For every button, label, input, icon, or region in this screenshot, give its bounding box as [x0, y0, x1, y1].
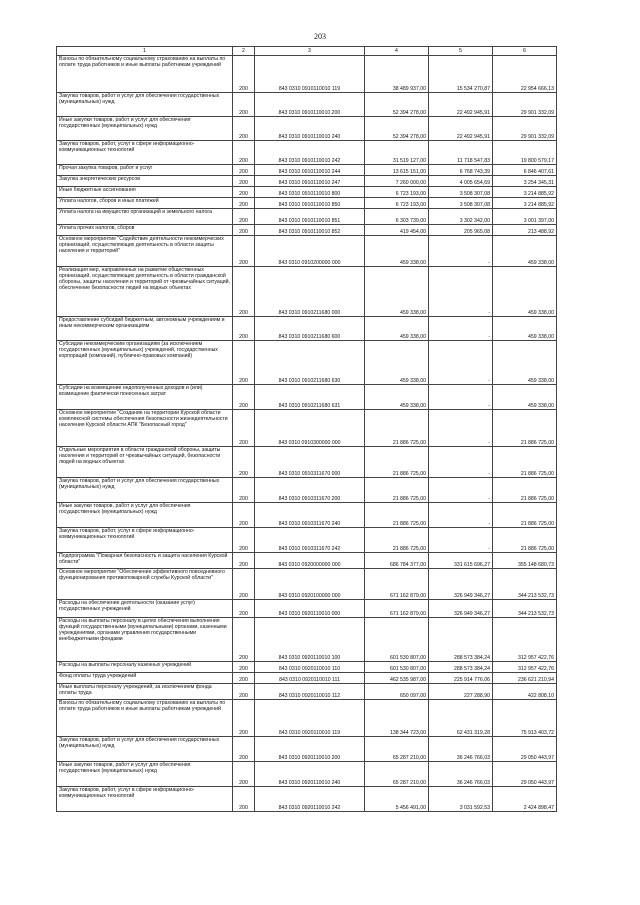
row-name: Уплата налогов, сборов и иных платежей	[57, 198, 233, 209]
row-executed-amount: 205 965,08	[429, 225, 493, 236]
row-code: 200	[233, 673, 255, 684]
row-executed-amount: 326 949 346,27	[429, 569, 493, 600]
row-remaining-amount: 459 338,00	[493, 236, 557, 267]
row-remaining-amount: 29 901 332,09	[493, 93, 557, 117]
row-executed-amount: 288 573 384,24	[429, 618, 493, 662]
row-approved-amount: 686 784 377,00	[365, 553, 429, 569]
row-name: Расходы на выплаты персоналу в целях обеспечения выполнения функций государственными (муниципальными) органами, казенными учреждениями, органами управления государственными внебюджетными фондами	[57, 618, 233, 662]
row-classification-code: 843 0310 0910110010 119	[255, 56, 365, 93]
row-code: 200	[233, 117, 255, 141]
table-row	[57, 662, 557, 673]
row-remaining-amount: 29 901 332,09	[493, 117, 557, 141]
table-row	[57, 187, 557, 198]
row-approved-amount: 601 530 807,00	[365, 618, 429, 662]
row-remaining-amount: 3 254 345,31	[493, 176, 557, 187]
row-code: 200	[233, 662, 255, 673]
table-row	[57, 341, 557, 385]
row-classification-code: 843 0310 0920110010 200	[255, 737, 365, 762]
row-code: 200	[233, 478, 255, 503]
row-code: 200	[233, 187, 255, 198]
table-row	[57, 737, 557, 762]
row-approved-amount: 6 723 193,00	[365, 198, 429, 209]
row-classification-code: 843 0310 0910311670 000	[255, 447, 365, 478]
row-classification-code: 843 0310 0910110010 240	[255, 117, 365, 141]
row-remaining-amount: 312 957 422,76	[493, 618, 557, 662]
row-remaining-amount: 312 957 422,76	[493, 662, 557, 673]
row-name: Субсидии некоммерческим организациям (за исключением государственных (муниципальных) учреждений, государственных корпораций (компаний), публично-правовых компаний)	[57, 341, 233, 385]
table-row	[57, 700, 557, 737]
row-executed-amount: 22 492 945,91	[429, 117, 493, 141]
row-executed-amount: -	[429, 410, 493, 447]
table-row	[57, 787, 557, 812]
table-row	[57, 385, 557, 410]
row-remaining-amount: 355 148 680,73	[493, 553, 557, 569]
row-executed-amount: 288 573 384,24	[429, 662, 493, 673]
table-row	[57, 410, 557, 447]
row-name: Взносы по обязательному социальному страхованию на выплаты по оплате труда работников и иные выплаты работникам учреждений	[57, 56, 233, 93]
row-approved-amount: 138 344 723,00	[365, 700, 429, 737]
row-approved-amount: 650 097,00	[365, 684, 429, 700]
row-remaining-amount: 29 050 443,97	[493, 737, 557, 762]
table-row	[57, 225, 557, 236]
row-remaining-amount: 22 954 666,13	[493, 56, 557, 93]
row-code: 200	[233, 410, 255, 447]
row-classification-code: 843 0310 0910110010 244	[255, 165, 365, 176]
table-row	[57, 503, 557, 528]
row-name: Предоставление субсидий бюджетным, автономным учреждениям и иным некоммерческим организациям	[57, 317, 233, 341]
row-code: 200	[233, 618, 255, 662]
row-remaining-amount: 213 488,92	[493, 225, 557, 236]
row-approved-amount: 6 303 739,00	[365, 209, 429, 225]
row-approved-amount: 21 886 725,00	[365, 503, 429, 528]
row-approved-amount: 21 886 725,00	[365, 447, 429, 478]
row-name: Уплата прочих налогов, сборов	[57, 225, 233, 236]
table-body	[57, 56, 557, 812]
row-code: 200	[233, 317, 255, 341]
table-row	[57, 141, 557, 165]
row-code: 200	[233, 569, 255, 600]
row-executed-amount: -	[429, 478, 493, 503]
row-executed-amount: -	[429, 528, 493, 553]
row-code: 200	[233, 341, 255, 385]
col-header-6: 6	[493, 47, 557, 56]
row-executed-amount: 331 615 696,27	[429, 553, 493, 569]
row-classification-code: 843 0310 0910110010 200	[255, 93, 365, 117]
row-classification-code: 843 0310 0910211680 600	[255, 317, 365, 341]
row-remaining-amount: 21 886 725,00	[493, 447, 557, 478]
row-remaining-amount: 459 338,00	[493, 317, 557, 341]
row-executed-amount: 6 768 743,39	[429, 165, 493, 176]
table-row	[57, 176, 557, 187]
row-remaining-amount: 344 213 532,73	[493, 569, 557, 600]
row-name: Иные закупки товаров, работ и услуг для обеспечения государственных (муниципальных) нужд	[57, 762, 233, 787]
table-row	[57, 267, 557, 317]
table-row	[57, 317, 557, 341]
col-header-2: 2	[233, 47, 255, 56]
row-code: 200	[233, 225, 255, 236]
row-approved-amount: 52 394 278,00	[365, 93, 429, 117]
row-remaining-amount: 422 808,10	[493, 684, 557, 700]
row-code: 200	[233, 141, 255, 165]
row-executed-amount: 11 718 547,83	[429, 141, 493, 165]
row-executed-amount: 36 246 766,03	[429, 737, 493, 762]
table-row	[57, 684, 557, 700]
row-approved-amount: 21 886 725,00	[365, 478, 429, 503]
row-code: 200	[233, 787, 255, 812]
row-code: 200	[233, 447, 255, 478]
row-name: Иные закупки товаров, работ и услуг для обеспечения государственных (муниципальных) нужд	[57, 117, 233, 141]
page-number: 203	[314, 32, 326, 41]
row-name: Закупка товаров, работ, услуг в сфере информационно-коммуникационных технологий	[57, 787, 233, 812]
row-classification-code: 843 0310 0920110010 111	[255, 673, 365, 684]
row-executed-amount: 227 288,90	[429, 684, 493, 700]
row-name: Расходы на обеспечение деятельности (оказание услуг) государственных учреждений	[57, 600, 233, 618]
row-classification-code: 843 0310 0910110010 800	[255, 187, 365, 198]
row-name: Подпрограмма "Пожарная безопасность и защита населения Курской области"	[57, 553, 233, 569]
row-name: Закупка товаров, работ и услуг для обеспечения государственных (муниципальных) нужд	[57, 478, 233, 503]
col-header-1: 1	[57, 47, 233, 56]
table-row	[57, 93, 557, 117]
row-executed-amount: -	[429, 447, 493, 478]
row-code: 200	[233, 762, 255, 787]
row-approved-amount: 459 338,00	[365, 236, 429, 267]
row-classification-code: 843 0310 0910200000 000	[255, 236, 365, 267]
row-approved-amount: 601 530 807,00	[365, 662, 429, 673]
row-approved-amount: 21 886 725,00	[365, 528, 429, 553]
row-remaining-amount: 21 886 725,00	[493, 528, 557, 553]
row-classification-code: 843 0310 0910311670 242	[255, 528, 365, 553]
row-classification-code: 843 0310 0920110010 240	[255, 762, 365, 787]
row-classification-code: 843 0310 0910311670 240	[255, 503, 365, 528]
row-classification-code: 843 0310 0920110010 000	[255, 600, 365, 618]
row-remaining-amount: 459 338,00	[493, 341, 557, 385]
row-name: Прочая закупка товаров, работ и услуг	[57, 165, 233, 176]
table-row	[57, 528, 557, 553]
table-row	[57, 478, 557, 503]
row-executed-amount: -	[429, 236, 493, 267]
row-approved-amount: 459 338,00	[365, 341, 429, 385]
col-header-4: 4	[365, 47, 429, 56]
row-remaining-amount: 19 800 579,17	[493, 141, 557, 165]
row-remaining-amount: 459 338,00	[493, 385, 557, 410]
row-code: 200	[233, 56, 255, 93]
row-classification-code: 843 0310 0910110010 852	[255, 225, 365, 236]
table-row	[57, 165, 557, 176]
row-approved-amount: 459 338,00	[365, 317, 429, 341]
row-approved-amount: 459 338,00	[365, 267, 429, 317]
row-code: 200	[233, 198, 255, 209]
table-row	[57, 569, 557, 600]
row-name: Расходы на выплаты персоналу казенных учреждений	[57, 662, 233, 673]
row-classification-code: 843 0310 0920110010 242	[255, 787, 365, 812]
row-code: 200	[233, 528, 255, 553]
row-remaining-amount: 3 001 397,00	[493, 209, 557, 225]
row-remaining-amount: 21 886 725,00	[493, 503, 557, 528]
table-row	[57, 618, 557, 662]
col-header-5: 5	[429, 47, 493, 56]
row-classification-code: 843 0310 0910211680 630	[255, 341, 365, 385]
row-approved-amount: 7 260 000,00	[365, 176, 429, 187]
row-approved-amount: 462 535 987,00	[365, 673, 429, 684]
row-remaining-amount: 236 621 210,94	[493, 673, 557, 684]
row-approved-amount: 65 287 210,00	[365, 737, 429, 762]
row-executed-amount: 36 246 766,03	[429, 762, 493, 787]
row-name: Иные выплаты персоналу учреждений, за исключением фонда оплаты труда	[57, 684, 233, 700]
row-classification-code: 843 0310 0920110010 112	[255, 684, 365, 700]
row-classification-code: 843 0310 0910311670 200	[255, 478, 365, 503]
row-code: 200	[233, 503, 255, 528]
row-executed-amount: -	[429, 503, 493, 528]
row-approved-amount: 419 454,00	[365, 225, 429, 236]
row-code: 200	[233, 600, 255, 618]
row-executed-amount: -	[429, 385, 493, 410]
row-remaining-amount: 459 338,00	[493, 267, 557, 317]
row-executed-amount: -	[429, 267, 493, 317]
row-name: Основное мероприятие "Создание на территории Курской области комплексной системы обеспечения безопасности жизнедеятельности населения Курской области АПК "Безопасный город"	[57, 410, 233, 447]
table-row	[57, 198, 557, 209]
row-remaining-amount: 29 050 443,97	[493, 762, 557, 787]
row-code: 200	[233, 93, 255, 117]
table-row	[57, 673, 557, 684]
row-executed-amount: -	[429, 341, 493, 385]
row-executed-amount: 62 431 319,28	[429, 700, 493, 737]
row-remaining-amount: 2 424 898,47	[493, 787, 557, 812]
budget-execution-table	[56, 46, 557, 812]
row-approved-amount: 52 394 278,00	[365, 117, 429, 141]
table-row	[57, 762, 557, 787]
row-name: Основное мероприятие "Обеспечение эффективного повседневного функционирования противопожарной службы Курской области"	[57, 569, 233, 600]
row-remaining-amount: 21 886 725,00	[493, 478, 557, 503]
row-approved-amount: 21 886 725,00	[365, 410, 429, 447]
row-name: Закупка товаров, работ и услуг для обеспечения государственных (муниципальных) нужд	[57, 93, 233, 117]
row-approved-amount: 459 338,00	[365, 385, 429, 410]
table-row	[57, 553, 557, 569]
row-classification-code: 843 0310 0920110010 100	[255, 618, 365, 662]
table-row	[57, 600, 557, 618]
row-approved-amount: 13 615 151,00	[365, 165, 429, 176]
row-name: Закупка товаров, работ и услуг для обеспечения государственных (муниципальных) нужд	[57, 737, 233, 762]
row-remaining-amount: 3 214 885,92	[493, 187, 557, 198]
row-code: 200	[233, 553, 255, 569]
row-code: 200	[233, 737, 255, 762]
row-classification-code: 843 0310 0910110010 247	[255, 176, 365, 187]
row-classification-code: 843 0310 0910211680 000	[255, 267, 365, 317]
row-executed-amount: 4 005 654,69	[429, 176, 493, 187]
row-approved-amount: 5 456 491,00	[365, 787, 429, 812]
row-executed-amount: 3 302 342,00	[429, 209, 493, 225]
row-classification-code: 843 0310 0910110010 242	[255, 141, 365, 165]
row-code: 200	[233, 684, 255, 700]
row-code: 200	[233, 385, 255, 410]
row-code: 200	[233, 209, 255, 225]
row-code: 200	[233, 176, 255, 187]
row-executed-amount: 3 508 307,08	[429, 198, 493, 209]
row-approved-amount: 671 162 879,00	[365, 600, 429, 618]
row-classification-code: 843 0310 0910300000 000	[255, 410, 365, 447]
row-approved-amount: 38 489 937,00	[365, 56, 429, 93]
row-code: 200	[233, 165, 255, 176]
row-code: 200	[233, 236, 255, 267]
table-row	[57, 236, 557, 267]
row-name: Взносы по обязательному социальному страхованию на выплаты по оплате труда работников и иные выплаты работникам учреждений	[57, 700, 233, 737]
row-name: Реализация мер, направленных на развитие общественных организаций, осуществляющих деятельность в области гражданской обороны, защиты населения и территорий от чрезвычайных ситуаций, обеспечение безопасности людей на водных объектах	[57, 267, 233, 317]
row-classification-code: 843 0310 0910110010 850	[255, 198, 365, 209]
column-number-row	[57, 47, 557, 56]
row-code: 200	[233, 700, 255, 737]
row-name: Закупка энергетических ресурсов	[57, 176, 233, 187]
row-classification-code: 843 0310 0910211680 631	[255, 385, 365, 410]
row-approved-amount: 31 519 127,00	[365, 141, 429, 165]
row-remaining-amount: 3 214 885,92	[493, 198, 557, 209]
row-approved-amount: 671 162 879,00	[365, 569, 429, 600]
row-name: Фонд оплаты труда учреждений	[57, 673, 233, 684]
row-classification-code: 843 0310 0920100000 000	[255, 569, 365, 600]
table-row	[57, 117, 557, 141]
row-executed-amount: 3 031 592,53	[429, 787, 493, 812]
col-header-3: 3	[255, 47, 365, 56]
row-name: Закупка товаров, работ, услуг в сфере информационно-коммуникационных технологий	[57, 141, 233, 165]
table-row	[57, 56, 557, 93]
row-approved-amount: 6 723 193,00	[365, 187, 429, 198]
row-executed-amount: 225 914 776,06	[429, 673, 493, 684]
row-executed-amount: 22 492 945,91	[429, 93, 493, 117]
table-row	[57, 447, 557, 478]
row-executed-amount: 15 534 270,87	[429, 56, 493, 93]
row-classification-code: 843 0310 0920110010 110	[255, 662, 365, 673]
row-approved-amount: 65 287 210,00	[365, 762, 429, 787]
row-executed-amount: -	[429, 317, 493, 341]
table-row	[57, 209, 557, 225]
row-name: Иные закупки товаров, работ и услуг для обеспечения государственных (муниципальных) нужд	[57, 503, 233, 528]
row-name: Иные бюджетные ассигнования	[57, 187, 233, 198]
row-remaining-amount: 21 886 725,00	[493, 410, 557, 447]
row-name: Основное мероприятие "Содействие деятельности некоммерческих организаций, осуществляющих деятельность в области защиты населения и территорий"	[57, 236, 233, 267]
row-code: 200	[233, 267, 255, 317]
row-name: Отдельные мероприятия в области гражданской обороны, защиты населения и территорий от чрезвычайных ситуаций, безопасности людей на водных объектах	[57, 447, 233, 478]
row-classification-code: 843 0310 0920000000 000	[255, 553, 365, 569]
row-classification-code: 843 0310 0910110010 851	[255, 209, 365, 225]
row-executed-amount: 3 508 307,08	[429, 187, 493, 198]
row-remaining-amount: 6 846 407,61	[493, 165, 557, 176]
row-executed-amount: 326 949 346,27	[429, 600, 493, 618]
row-name: Закупка товаров, работ, услуг в сфере информационно-коммуникационных технологий	[57, 528, 233, 553]
row-name: Субсидии на возмещение недополученных доходов и (или) возмещение фактически понесенных затрат	[57, 385, 233, 410]
row-name: Уплата налога на имущество организаций и земельного налога	[57, 209, 233, 225]
row-remaining-amount: 344 213 532,73	[493, 600, 557, 618]
row-classification-code: 843 0310 0920110010 119	[255, 700, 365, 737]
row-remaining-amount: 75 913 403,72	[493, 700, 557, 737]
